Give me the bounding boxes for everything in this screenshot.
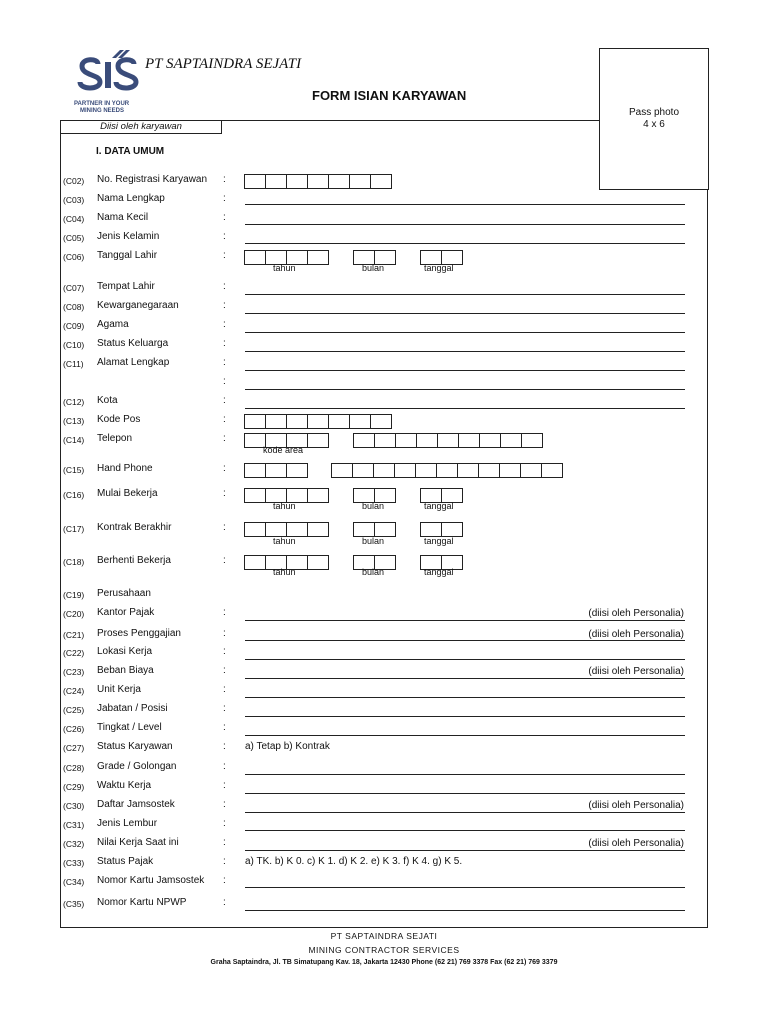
field-label-status-pajak: Status Pajak bbox=[97, 856, 154, 867]
photo-size: 4 x 6 bbox=[643, 119, 665, 130]
personalia-note: (diisi oleh Personalia) bbox=[588, 838, 684, 849]
field-colon: : bbox=[223, 522, 226, 533]
field-colon: : bbox=[223, 856, 226, 867]
field-label-no-registrasi-karyawan: No. Registrasi Karyawan bbox=[97, 174, 208, 185]
input-cell[interactable] bbox=[479, 433, 501, 448]
sis-logo-icon bbox=[74, 46, 144, 96]
footer-services: MINING CONTRACTOR SERVICES bbox=[308, 945, 460, 955]
sublabel-tanggal: tanggal bbox=[424, 263, 454, 273]
sublabel-tanggal: tanggal bbox=[424, 501, 454, 511]
input-cell[interactable] bbox=[244, 174, 266, 189]
field-code: (C23) bbox=[63, 667, 85, 677]
field-label-tingkat-level: Tingkat / Level bbox=[97, 722, 162, 733]
field-input-nomor-kartu-jamsostek[interactable] bbox=[245, 887, 685, 888]
field-code: (C04) bbox=[63, 214, 85, 224]
field-colon: : bbox=[223, 799, 226, 810]
field-label-hand-phone: Hand Phone bbox=[97, 463, 153, 474]
field-input-alamat-lengkap-2[interactable] bbox=[245, 389, 685, 390]
field-label-nomor-kartu-jamsostek: Nomor Kartu Jamsostek bbox=[97, 875, 205, 886]
field-colon: : bbox=[223, 212, 226, 223]
field-colon: : bbox=[223, 607, 226, 618]
field-colon: : bbox=[223, 488, 226, 499]
field-boxes-kontrak-berakhir[interactable] bbox=[353, 522, 396, 537]
input-cell[interactable] bbox=[286, 522, 308, 537]
field-code: (C19) bbox=[63, 590, 85, 600]
field-boxes-kontrak-berakhir[interactable] bbox=[420, 522, 463, 537]
input-cell[interactable] bbox=[307, 414, 329, 429]
field-input-agama[interactable] bbox=[245, 332, 685, 333]
field-colon: : bbox=[223, 703, 226, 714]
field-colon: : bbox=[223, 628, 226, 639]
field-input-nomor-kartu-npwp[interactable] bbox=[245, 910, 685, 911]
field-code: (C07) bbox=[63, 283, 85, 293]
footer-address: Graha Saptaindra, Jl. TB Simatupang Kav. 18, Jakarta 12430 Phone (62 21) 769 3378 Fax (62 21) 769 3379 bbox=[210, 959, 558, 966]
field-options-status-karyawan[interactable]: a) Tetap b) Kontrak bbox=[245, 741, 330, 752]
field-colon: : bbox=[223, 414, 226, 425]
field-code: (C15) bbox=[63, 465, 85, 475]
field-input-daftar-jamsostek[interactable] bbox=[245, 812, 685, 813]
input-cell[interactable] bbox=[244, 463, 266, 478]
field-colon: : bbox=[223, 837, 226, 848]
sublabel-kode-area: kode area bbox=[263, 445, 304, 455]
field-colon: : bbox=[223, 281, 226, 292]
field-colon: : bbox=[223, 818, 226, 829]
input-cell[interactable] bbox=[370, 174, 392, 189]
input-cell[interactable] bbox=[374, 433, 396, 448]
photo-label: Pass photo bbox=[628, 107, 680, 118]
field-input-beban-biaya[interactable] bbox=[245, 678, 685, 679]
field-code: (C30) bbox=[63, 801, 85, 811]
input-cell[interactable] bbox=[244, 414, 266, 429]
input-cell[interactable] bbox=[370, 414, 392, 429]
field-code: (C35) bbox=[63, 899, 85, 909]
field-label-kode-pos: Kode Pos bbox=[97, 414, 141, 425]
personalia-note: (diisi oleh Personalia) bbox=[588, 666, 684, 677]
field-colon: : bbox=[223, 741, 226, 752]
field-label-telepon: Telepon bbox=[97, 433, 133, 444]
field-input-kota[interactable] bbox=[245, 408, 685, 409]
input-cell[interactable] bbox=[499, 463, 521, 478]
field-input-tingkat-level[interactable] bbox=[245, 735, 685, 736]
field-code: (C21) bbox=[63, 630, 85, 640]
field-label-jenis-kelamin: Jenis Kelamin bbox=[97, 231, 160, 242]
field-label-berhenti-bekerja: Berhenti Bekerja bbox=[97, 555, 171, 566]
input-cell[interactable] bbox=[307, 433, 329, 448]
field-colon: : bbox=[223, 174, 226, 185]
field-input-nama-lengkap[interactable] bbox=[245, 204, 685, 205]
input-cell[interactable] bbox=[416, 433, 438, 448]
field-label-jabatan-posisi: Jabatan / Posisi bbox=[97, 703, 168, 714]
field-code: (C32) bbox=[63, 839, 85, 849]
field-label-nama-lengkap: Nama Lengkap bbox=[97, 193, 165, 204]
sublabel-tahun: tahun bbox=[273, 567, 296, 577]
field-code: (C03) bbox=[63, 195, 85, 205]
field-code: (C11) bbox=[63, 359, 84, 369]
field-code: (C02) bbox=[63, 176, 85, 186]
field-colon: : bbox=[223, 376, 226, 387]
field-label-grade-golongan: Grade / Golongan bbox=[97, 761, 177, 772]
field-code: (C08) bbox=[63, 302, 85, 312]
field-code: (C20) bbox=[63, 609, 85, 619]
field-code: (C18) bbox=[63, 557, 85, 567]
field-colon: : bbox=[223, 193, 226, 204]
input-cell[interactable] bbox=[458, 433, 480, 448]
field-input-nilai-kerja-saat-ini[interactable] bbox=[245, 850, 685, 851]
input-cell[interactable] bbox=[328, 414, 350, 429]
input-cell[interactable] bbox=[265, 522, 287, 537]
field-code: (C29) bbox=[63, 782, 85, 792]
field-input-status-keluarga[interactable] bbox=[245, 351, 685, 352]
input-cell[interactable] bbox=[415, 463, 437, 478]
input-cell[interactable] bbox=[244, 250, 266, 265]
input-cell[interactable] bbox=[374, 522, 396, 537]
field-boxes-hand-phone[interactable] bbox=[331, 463, 563, 478]
input-cell[interactable] bbox=[307, 488, 329, 503]
field-colon: : bbox=[223, 684, 226, 695]
field-colon: : bbox=[223, 665, 226, 676]
field-label-tempat-lahir: Tempat Lahir bbox=[97, 281, 155, 292]
input-cell[interactable] bbox=[328, 174, 350, 189]
input-cell[interactable] bbox=[244, 488, 266, 503]
sublabel-tahun: tahun bbox=[273, 501, 296, 511]
field-colon: : bbox=[223, 875, 226, 886]
field-colon: : bbox=[223, 433, 226, 444]
field-label-proses-penggajian: Proses Penggajian bbox=[97, 628, 181, 639]
field-code: (C06) bbox=[63, 252, 85, 262]
field-code: (C22) bbox=[63, 648, 85, 658]
logo-tagline-1: PARTNER IN YOUR bbox=[74, 101, 130, 107]
field-label-kewarganegaraan: Kewarganegaraan bbox=[97, 300, 179, 311]
input-cell[interactable] bbox=[436, 463, 458, 478]
field-colon: : bbox=[223, 231, 226, 242]
field-code: (C28) bbox=[63, 763, 85, 773]
input-cell[interactable] bbox=[307, 555, 329, 570]
field-code: (C09) bbox=[63, 321, 85, 331]
input-cell[interactable] bbox=[353, 522, 375, 537]
field-label-nomor-kartu-npwp: Nomor Kartu NPWP bbox=[97, 897, 187, 908]
field-code: (C24) bbox=[63, 686, 85, 696]
field-colon: : bbox=[223, 555, 226, 566]
input-cell[interactable] bbox=[373, 463, 395, 478]
field-colon: : bbox=[223, 761, 226, 772]
sublabel-bulan: bulan bbox=[362, 536, 385, 546]
field-input-kantor-pajak[interactable] bbox=[245, 620, 685, 621]
field-code: (C10) bbox=[63, 340, 85, 350]
field-code: (C12) bbox=[63, 397, 85, 407]
field-code: (C14) bbox=[63, 435, 85, 445]
field-colon: : bbox=[223, 250, 226, 261]
field-colon: : bbox=[223, 463, 226, 474]
field-label-kontrak-berakhir: Kontrak Berakhir bbox=[97, 522, 172, 533]
field-input-proses-penggajian[interactable] bbox=[245, 640, 685, 641]
personalia-note: (diisi oleh Personalia) bbox=[588, 800, 684, 811]
input-cell[interactable] bbox=[437, 433, 459, 448]
field-options-status-pajak[interactable]: a) TK. b) K 0. c) K 1. d) K 2. e) K 3. f) K 4. g) K 5. bbox=[245, 856, 463, 867]
input-cell[interactable] bbox=[395, 433, 417, 448]
sublabel-bulan: bulan bbox=[362, 501, 385, 511]
input-cell[interactable] bbox=[286, 174, 308, 189]
field-label-status-karyawan: Status Karyawan bbox=[97, 741, 173, 752]
field-label-mulai-bekerja: Mulai Bekerja bbox=[97, 488, 158, 499]
field-code: (C26) bbox=[63, 724, 85, 734]
field-code: (C05) bbox=[63, 233, 85, 243]
personalia-note: (diisi oleh Personalia) bbox=[588, 629, 684, 640]
field-code: (C27) bbox=[63, 743, 85, 753]
input-cell[interactable] bbox=[457, 463, 479, 478]
company-name: PT SAPTAINDRA SEJATI bbox=[145, 56, 302, 72]
input-cell[interactable] bbox=[265, 463, 287, 478]
field-label-alamat-lengkap: Alamat Lengkap bbox=[97, 357, 170, 368]
field-code: (C13) bbox=[63, 416, 85, 426]
field-label-lokasi-kerja: Lokasi Kerja bbox=[97, 646, 153, 657]
field-label-nama-kecil: Nama Kecil bbox=[97, 212, 149, 223]
field-label-unit-kerja: Unit Kerja bbox=[97, 684, 141, 695]
field-input-unit-kerja[interactable] bbox=[245, 697, 685, 698]
field-input-jenis-kelamin[interactable] bbox=[245, 243, 685, 244]
field-label-agama: Agama bbox=[97, 319, 129, 330]
input-cell[interactable] bbox=[265, 414, 287, 429]
field-boxes-kode-pos[interactable] bbox=[244, 414, 392, 429]
input-cell[interactable] bbox=[265, 174, 287, 189]
field-colon: : bbox=[223, 780, 226, 791]
field-label-kantor-pajak: Kantor Pajak bbox=[97, 607, 155, 618]
field-label-beban-biaya: Beban Biaya bbox=[97, 665, 154, 676]
input-cell[interactable] bbox=[331, 463, 353, 478]
input-cell[interactable] bbox=[286, 463, 308, 478]
input-cell[interactable] bbox=[541, 463, 563, 478]
sublabel-tahun: tahun bbox=[273, 263, 296, 273]
field-input-nama-kecil[interactable] bbox=[245, 224, 685, 225]
field-label-status-keluarga: Status Keluarga bbox=[97, 338, 169, 349]
field-label-perusahaan: Perusahaan bbox=[97, 588, 151, 599]
field-colon: : bbox=[223, 338, 226, 349]
field-input-tempat-lahir[interactable] bbox=[245, 294, 685, 295]
field-colon: : bbox=[223, 722, 226, 733]
field-boxes-hand-phone[interactable] bbox=[244, 463, 308, 478]
field-colon: : bbox=[223, 395, 226, 406]
field-input-grade-golongan[interactable] bbox=[245, 774, 685, 775]
input-cell[interactable] bbox=[244, 555, 266, 570]
input-cell[interactable] bbox=[441, 522, 463, 537]
field-boxes-kontrak-berakhir[interactable] bbox=[244, 522, 329, 537]
field-boxes-no-registrasi-karyawan[interactable] bbox=[244, 174, 392, 189]
field-label-jenis-lembur: Jenis Lembur bbox=[97, 818, 158, 829]
pass-photo-box bbox=[599, 48, 709, 190]
section-title: I. DATA UMUM bbox=[96, 146, 165, 157]
diisi-oleh-karyawan: Diisi oleh karyawan bbox=[60, 120, 222, 134]
field-colon: : bbox=[223, 357, 226, 368]
company-logo bbox=[74, 46, 144, 116]
input-cell[interactable] bbox=[478, 463, 500, 478]
field-input-jenis-lembur[interactable] bbox=[245, 830, 685, 831]
personalia-note: (diisi oleh Personalia) bbox=[588, 608, 684, 619]
field-code: (C25) bbox=[63, 705, 85, 715]
field-colon: : bbox=[223, 646, 226, 657]
sublabel-tahun: tahun bbox=[273, 536, 296, 546]
field-code: (C33) bbox=[63, 858, 85, 868]
sublabel-bulan: bulan bbox=[362, 567, 385, 577]
input-cell[interactable] bbox=[353, 433, 375, 448]
sublabel-tanggal: tanggal bbox=[424, 536, 454, 546]
logo-tagline-2: MINING NEEDS bbox=[80, 108, 125, 114]
field-colon: : bbox=[223, 300, 226, 311]
field-code: (C31) bbox=[63, 820, 85, 830]
field-input-lokasi-kerja[interactable] bbox=[245, 659, 685, 660]
input-cell[interactable] bbox=[307, 522, 329, 537]
field-colon: : bbox=[223, 319, 226, 330]
field-input-jabatan-posisi[interactable] bbox=[245, 716, 685, 717]
field-input-kewarganegaraan[interactable] bbox=[245, 313, 685, 314]
input-cell[interactable] bbox=[349, 414, 371, 429]
input-cell[interactable] bbox=[420, 522, 442, 537]
footer-company: PT SAPTAINDRA SEJATI bbox=[330, 931, 438, 941]
input-cell[interactable] bbox=[307, 174, 329, 189]
form-title: FORM ISIAN KARYAWAN bbox=[312, 88, 467, 103]
input-cell[interactable] bbox=[500, 433, 522, 448]
input-cell[interactable] bbox=[521, 433, 543, 448]
input-cell[interactable] bbox=[244, 522, 266, 537]
input-cell[interactable] bbox=[394, 463, 416, 478]
field-label-nilai-kerja-saat-ini: Nilai Kerja Saat ini bbox=[97, 837, 179, 848]
sublabel-bulan: bulan bbox=[362, 263, 385, 273]
field-label-kota: Kota bbox=[97, 395, 118, 406]
input-cell[interactable] bbox=[307, 250, 329, 265]
input-cell[interactable] bbox=[286, 414, 308, 429]
field-code: (C17) bbox=[63, 524, 85, 534]
input-cell[interactable] bbox=[352, 463, 374, 478]
field-code: (C16) bbox=[63, 490, 85, 500]
field-label-tanggal-lahir: Tanggal Lahir bbox=[97, 250, 158, 261]
field-label-waktu-kerja: Waktu Kerja bbox=[97, 780, 152, 791]
field-colon: : bbox=[223, 897, 226, 908]
field-boxes-telepon[interactable] bbox=[353, 433, 543, 448]
field-code: (C34) bbox=[63, 877, 85, 887]
field-input-waktu-kerja[interactable] bbox=[245, 793, 685, 794]
input-cell[interactable] bbox=[520, 463, 542, 478]
input-cell[interactable] bbox=[349, 174, 371, 189]
field-label-daftar-jamsostek: Daftar Jamsostek bbox=[97, 799, 175, 810]
sublabel-tanggal: tanggal bbox=[424, 567, 454, 577]
field-input-alamat-lengkap[interactable] bbox=[245, 370, 685, 371]
